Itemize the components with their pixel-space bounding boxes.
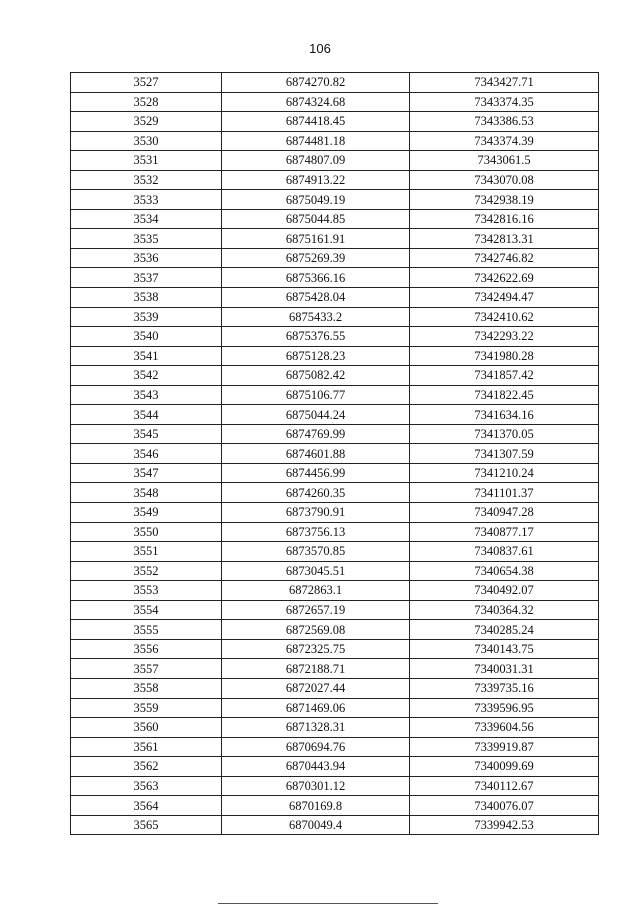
table-row — [71, 483, 599, 503]
y-coordinate-cell: 7343386.53 — [410, 112, 599, 132]
point-number-cell: 3532 — [71, 170, 222, 190]
table-row — [71, 718, 599, 738]
y-coordinate-cell: 7342746.82 — [410, 248, 599, 268]
y-coordinate-cell: 7341634.16 — [410, 405, 599, 425]
y-coordinate-cell: 7341822.45 — [410, 385, 599, 405]
x-coordinate-cell: 6873790.91 — [222, 503, 410, 523]
x-coordinate-cell: 6875269.39 — [222, 248, 410, 268]
y-coordinate-cell: 7340654.38 — [410, 561, 599, 581]
point-number-cell: 3563 — [71, 776, 222, 796]
y-coordinate-cell: 7339735.16 — [410, 678, 599, 698]
point-number-cell: 3548 — [71, 483, 222, 503]
table-row — [71, 73, 599, 93]
point-number-cell: 3537 — [71, 268, 222, 288]
y-coordinate-cell: 7340492.07 — [410, 581, 599, 601]
table-row — [71, 737, 599, 757]
x-coordinate-cell: 6870443.94 — [222, 757, 410, 777]
point-number-cell: 3547 — [71, 463, 222, 483]
x-coordinate-cell: 6875376.55 — [222, 327, 410, 347]
y-coordinate-cell: 7343374.35 — [410, 92, 599, 112]
point-number-cell: 3559 — [71, 698, 222, 718]
table-row — [71, 639, 599, 659]
y-coordinate-cell: 7339596.95 — [410, 698, 599, 718]
y-coordinate-cell: 7340285.24 — [410, 620, 599, 640]
x-coordinate-cell: 6875044.85 — [222, 209, 410, 229]
table-row — [71, 405, 599, 425]
point-number-cell: 3553 — [71, 581, 222, 601]
x-coordinate-cell: 6874807.09 — [222, 151, 410, 171]
point-number-cell: 3535 — [71, 229, 222, 249]
y-coordinate-cell: 7341101.37 — [410, 483, 599, 503]
y-coordinate-cell: 7343427.71 — [410, 73, 599, 93]
table-row — [71, 815, 599, 835]
point-number-cell: 3534 — [71, 209, 222, 229]
point-number-cell: 3558 — [71, 678, 222, 698]
table-row — [71, 503, 599, 523]
point-number-cell: 3561 — [71, 737, 222, 757]
x-coordinate-cell: 6873756.13 — [222, 522, 410, 542]
point-number-cell: 3541 — [71, 346, 222, 366]
y-coordinate-cell: 7343374.39 — [410, 131, 599, 151]
x-coordinate-cell: 6875044.24 — [222, 405, 410, 425]
y-coordinate-cell: 7342410.62 — [410, 307, 599, 327]
table-row — [71, 424, 599, 444]
y-coordinate-cell: 7339919.87 — [410, 737, 599, 757]
point-number-cell: 3540 — [71, 327, 222, 347]
x-coordinate-cell: 6875161.91 — [222, 229, 410, 249]
x-coordinate-cell: 6872863.1 — [222, 581, 410, 601]
x-coordinate-cell: 6874601.88 — [222, 444, 410, 464]
coordinates-table-body — [71, 73, 599, 835]
point-number-cell: 3565 — [71, 815, 222, 835]
x-coordinate-cell: 6871469.06 — [222, 698, 410, 718]
x-coordinate-cell: 6870694.76 — [222, 737, 410, 757]
y-coordinate-cell: 7341980.28 — [410, 346, 599, 366]
table-row — [71, 229, 599, 249]
x-coordinate-cell: 6875049.19 — [222, 190, 410, 210]
table-row — [71, 776, 599, 796]
x-coordinate-cell: 6874324.68 — [222, 92, 410, 112]
point-number-cell: 3549 — [71, 503, 222, 523]
point-number-cell: 3555 — [71, 620, 222, 640]
point-number-cell: 3552 — [71, 561, 222, 581]
point-number-cell: 3533 — [71, 190, 222, 210]
table-row — [71, 385, 599, 405]
y-coordinate-cell: 7340143.75 — [410, 639, 599, 659]
y-coordinate-cell: 7340947.28 — [410, 503, 599, 523]
x-coordinate-cell: 6870169.8 — [222, 796, 410, 816]
x-coordinate-cell: 6874260.35 — [222, 483, 410, 503]
table-row — [71, 620, 599, 640]
y-coordinate-cell: 7340112.67 — [410, 776, 599, 796]
point-number-cell: 3564 — [71, 796, 222, 816]
x-coordinate-cell: 6870049.4 — [222, 815, 410, 835]
x-coordinate-cell: 6874456.99 — [222, 463, 410, 483]
table-row — [71, 542, 599, 562]
x-coordinate-cell: 6875082.42 — [222, 366, 410, 386]
y-coordinate-cell: 7341857.42 — [410, 366, 599, 386]
point-number-cell: 3550 — [71, 522, 222, 542]
table-row — [71, 170, 599, 190]
table-row — [71, 796, 599, 816]
table-row — [71, 757, 599, 777]
y-coordinate-cell: 7339604.56 — [410, 718, 599, 738]
point-number-cell: 3529 — [71, 112, 222, 132]
table-row — [71, 444, 599, 464]
y-coordinate-cell: 7342622.69 — [410, 268, 599, 288]
x-coordinate-cell: 6871328.31 — [222, 718, 410, 738]
table-row — [71, 209, 599, 229]
y-coordinate-cell: 7340031.31 — [410, 659, 599, 679]
point-number-cell: 3557 — [71, 659, 222, 679]
point-number-cell: 3545 — [71, 424, 222, 444]
y-coordinate-cell: 7343061.5 — [410, 151, 599, 171]
table-row — [71, 307, 599, 327]
table-row — [71, 581, 599, 601]
y-coordinate-cell: 7343070.08 — [410, 170, 599, 190]
point-number-cell: 3542 — [71, 366, 222, 386]
table-row — [71, 698, 599, 718]
point-number-cell: 3530 — [71, 131, 222, 151]
table-row — [71, 112, 599, 132]
y-coordinate-cell: 7341370.05 — [410, 424, 599, 444]
point-number-cell: 3551 — [71, 542, 222, 562]
x-coordinate-cell: 6872569.08 — [222, 620, 410, 640]
y-coordinate-cell: 7342816.16 — [410, 209, 599, 229]
table-row — [71, 366, 599, 386]
x-coordinate-cell: 6872188.71 — [222, 659, 410, 679]
x-coordinate-cell: 6875428.04 — [222, 288, 410, 308]
point-number-cell: 3554 — [71, 600, 222, 620]
x-coordinate-cell: 6874913.22 — [222, 170, 410, 190]
y-coordinate-cell: 7342813.31 — [410, 229, 599, 249]
table-row — [71, 522, 599, 542]
table-row — [71, 327, 599, 347]
x-coordinate-cell: 6875433.2 — [222, 307, 410, 327]
table-row — [71, 190, 599, 210]
table-row — [71, 131, 599, 151]
point-number-cell: 3538 — [71, 288, 222, 308]
x-coordinate-cell: 6872657.19 — [222, 600, 410, 620]
y-coordinate-cell: 7342938.19 — [410, 190, 599, 210]
point-number-cell: 3546 — [71, 444, 222, 464]
y-coordinate-cell: 7339942.53 — [410, 815, 599, 835]
table-row — [71, 151, 599, 171]
x-coordinate-cell: 6875128.23 — [222, 346, 410, 366]
table-row — [71, 288, 599, 308]
x-coordinate-cell: 6872027.44 — [222, 678, 410, 698]
y-coordinate-cell: 7341307.59 — [410, 444, 599, 464]
y-coordinate-cell: 7340076.07 — [410, 796, 599, 816]
point-number-cell: 3527 — [71, 73, 222, 93]
table-row — [71, 659, 599, 679]
x-coordinate-cell: 6874769.99 — [222, 424, 410, 444]
coordinates-table — [70, 72, 599, 835]
x-coordinate-cell: 6873045.51 — [222, 561, 410, 581]
x-coordinate-cell: 6874270.82 — [222, 73, 410, 93]
x-coordinate-cell: 6872325.75 — [222, 639, 410, 659]
table-row — [71, 463, 599, 483]
y-coordinate-cell: 7342494.47 — [410, 288, 599, 308]
y-coordinate-cell: 7342293.22 — [410, 327, 599, 347]
table-row — [71, 248, 599, 268]
page-number: 106 — [309, 41, 331, 56]
y-coordinate-cell: 7341210.24 — [410, 463, 599, 483]
table-row — [71, 268, 599, 288]
point-number-cell: 3560 — [71, 718, 222, 738]
point-number-cell: 3531 — [71, 151, 222, 171]
x-coordinate-cell: 6875366.16 — [222, 268, 410, 288]
point-number-cell: 3556 — [71, 639, 222, 659]
x-coordinate-cell: 6874481.18 — [222, 131, 410, 151]
x-coordinate-cell: 6875106.77 — [222, 385, 410, 405]
x-coordinate-cell: 6874418.45 — [222, 112, 410, 132]
point-number-cell: 3528 — [71, 92, 222, 112]
point-number-cell: 3543 — [71, 385, 222, 405]
table-row — [71, 346, 599, 366]
table-row — [71, 561, 599, 581]
point-number-cell: 3544 — [71, 405, 222, 425]
y-coordinate-cell: 7340099.69 — [410, 757, 599, 777]
table-row — [71, 92, 599, 112]
table-row — [71, 600, 599, 620]
point-number-cell: 3539 — [71, 307, 222, 327]
bottom-rule — [218, 903, 438, 904]
x-coordinate-cell: 6873570.85 — [222, 542, 410, 562]
y-coordinate-cell: 7340364.32 — [410, 600, 599, 620]
x-coordinate-cell: 6870301.12 — [222, 776, 410, 796]
y-coordinate-cell: 7340837.61 — [410, 542, 599, 562]
y-coordinate-cell: 7340877.17 — [410, 522, 599, 542]
point-number-cell: 3536 — [71, 248, 222, 268]
point-number-cell: 3562 — [71, 757, 222, 777]
table-row — [71, 678, 599, 698]
